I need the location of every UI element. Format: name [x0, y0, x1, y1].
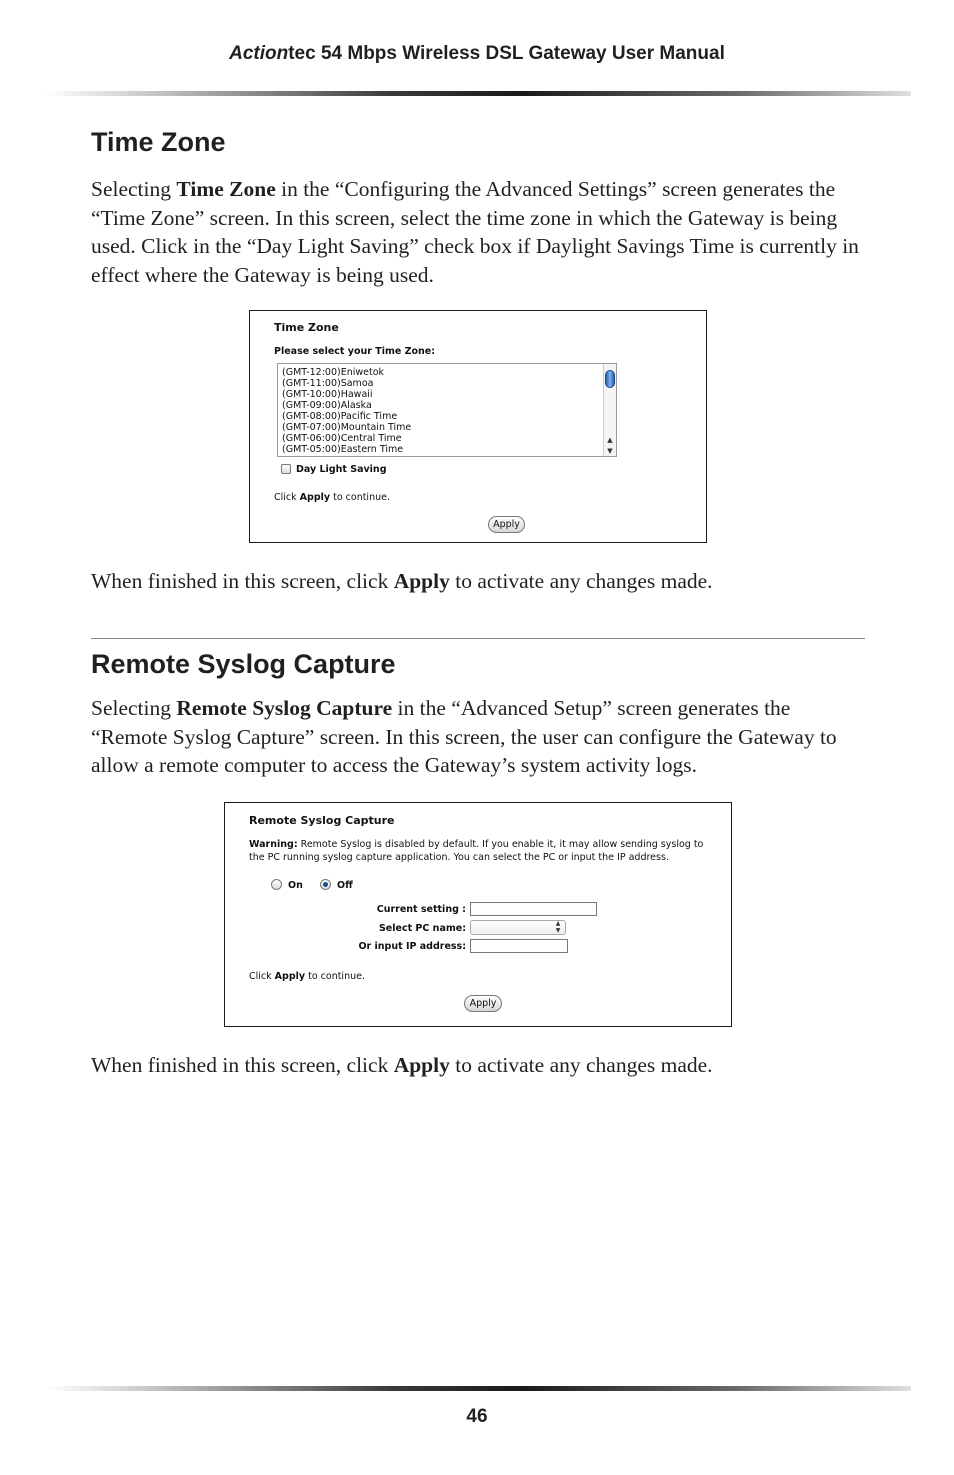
daylight-saving-checkbox[interactable] [281, 464, 291, 474]
time-zone-listbox[interactable] [277, 363, 617, 457]
tz-scrollbar[interactable] [603, 364, 616, 456]
ip-address-input[interactable] [470, 939, 568, 953]
ip-address-label: Or input IP address: [358, 941, 466, 952]
rs-warning: Warning: Remote Syslog is disabled by default. If you enable it, it may allow sending syslog to the PC running syslog capture application. You can select the PC or input the IP address. [249, 839, 704, 863]
time-zone-paragraph: Selecting Time Zone in the “Configuring the Advanced Settings” screen generates the “Time Zone” screen. In this screen, select the time zone in which the Gateway is being used. Click in the “Day Light Saving” check box if Daylight Savings Time is currently in effect where the Gateway is being used. [91, 177, 859, 288]
select-pc-dropdown[interactable] [470, 920, 566, 935]
time-zone-option[interactable]: (GMT-11:00)Samoa [282, 378, 374, 389]
syslog-on-label: On [288, 880, 303, 891]
time-zone-option[interactable]: (GMT-08:00)Pacific Time [282, 411, 398, 422]
select-arrows-icon: ▲ ▼ [555, 920, 561, 934]
time-zone-option[interactable]: (GMT-12:00)Eniwetok [282, 367, 385, 378]
tz-continue-instruction: Click Apply to continue. [274, 492, 390, 503]
tz-screen-title: Time Zone [274, 321, 339, 334]
current-setting-label: Current setting : [376, 904, 466, 915]
time-zone-after-text: When finished in this screen, click Apply to activate any changes made. [91, 569, 713, 593]
footer-rule [45, 1386, 911, 1391]
tz-scroll-thumb[interactable] [605, 370, 615, 388]
syslog-on-radio[interactable] [271, 879, 282, 890]
remote-syslog-paragraph: Selecting Remote Syslog Capture in the “Advanced Setup” screen generates the “Remote Syslog Capture” screen. In this screen, the user can configure the Gateway to allow a remote computer to access the Gateway’s system activity logs. [91, 696, 837, 778]
header-rule [45, 91, 911, 96]
scroll-up-icon[interactable]: ▲ [607, 436, 613, 444]
tz-apply-button[interactable]: Apply [488, 516, 525, 533]
rs-screen-title: Remote Syslog Capture [249, 814, 395, 827]
time-zone-screenshot [249, 310, 707, 543]
remote-syslog-heading: Remote Syslog Capture [91, 649, 396, 679]
scroll-down-icon[interactable]: ▼ [607, 447, 613, 455]
rs-apply-button[interactable]: Apply [464, 995, 502, 1012]
brand-name: Action [229, 43, 289, 64]
select-pc-label: Select PC name: [378, 923, 466, 934]
time-zone-option[interactable]: (GMT-06:00)Central Time [282, 433, 402, 444]
running-header [0, 43, 954, 65]
remote-syslog-after-text: When finished in this screen, click Apply to activate any changes made. [91, 1053, 713, 1077]
time-zone-option[interactable]: (GMT-09:00)Alaska [282, 400, 372, 411]
time-zone-options [282, 367, 411, 455]
remote-syslog-screenshot [224, 802, 732, 1027]
tz-prompt: Please select your Time Zone: [274, 346, 436, 357]
time-zone-option[interactable]: (GMT-07:00)Mountain Time [282, 422, 412, 433]
current-setting-field [470, 902, 597, 916]
time-zone-option[interactable]: (GMT-05:00)Eastern Time [282, 444, 404, 455]
daylight-saving-label: Day Light Saving [296, 464, 387, 475]
syslog-off-radio[interactable] [320, 879, 331, 890]
rs-continue-instruction: Click Apply to continue. [249, 971, 365, 982]
syslog-off-label: Off [337, 880, 353, 891]
header-title-text: tec 54 Mbps Wireless DSL Gateway User Manual [288, 43, 725, 64]
time-zone-option[interactable]: (GMT-10:00)Hawaii [282, 389, 373, 400]
section-divider [91, 638, 865, 639]
page-number: 46 [466, 1406, 488, 1427]
time-zone-heading: Time Zone [91, 127, 226, 157]
